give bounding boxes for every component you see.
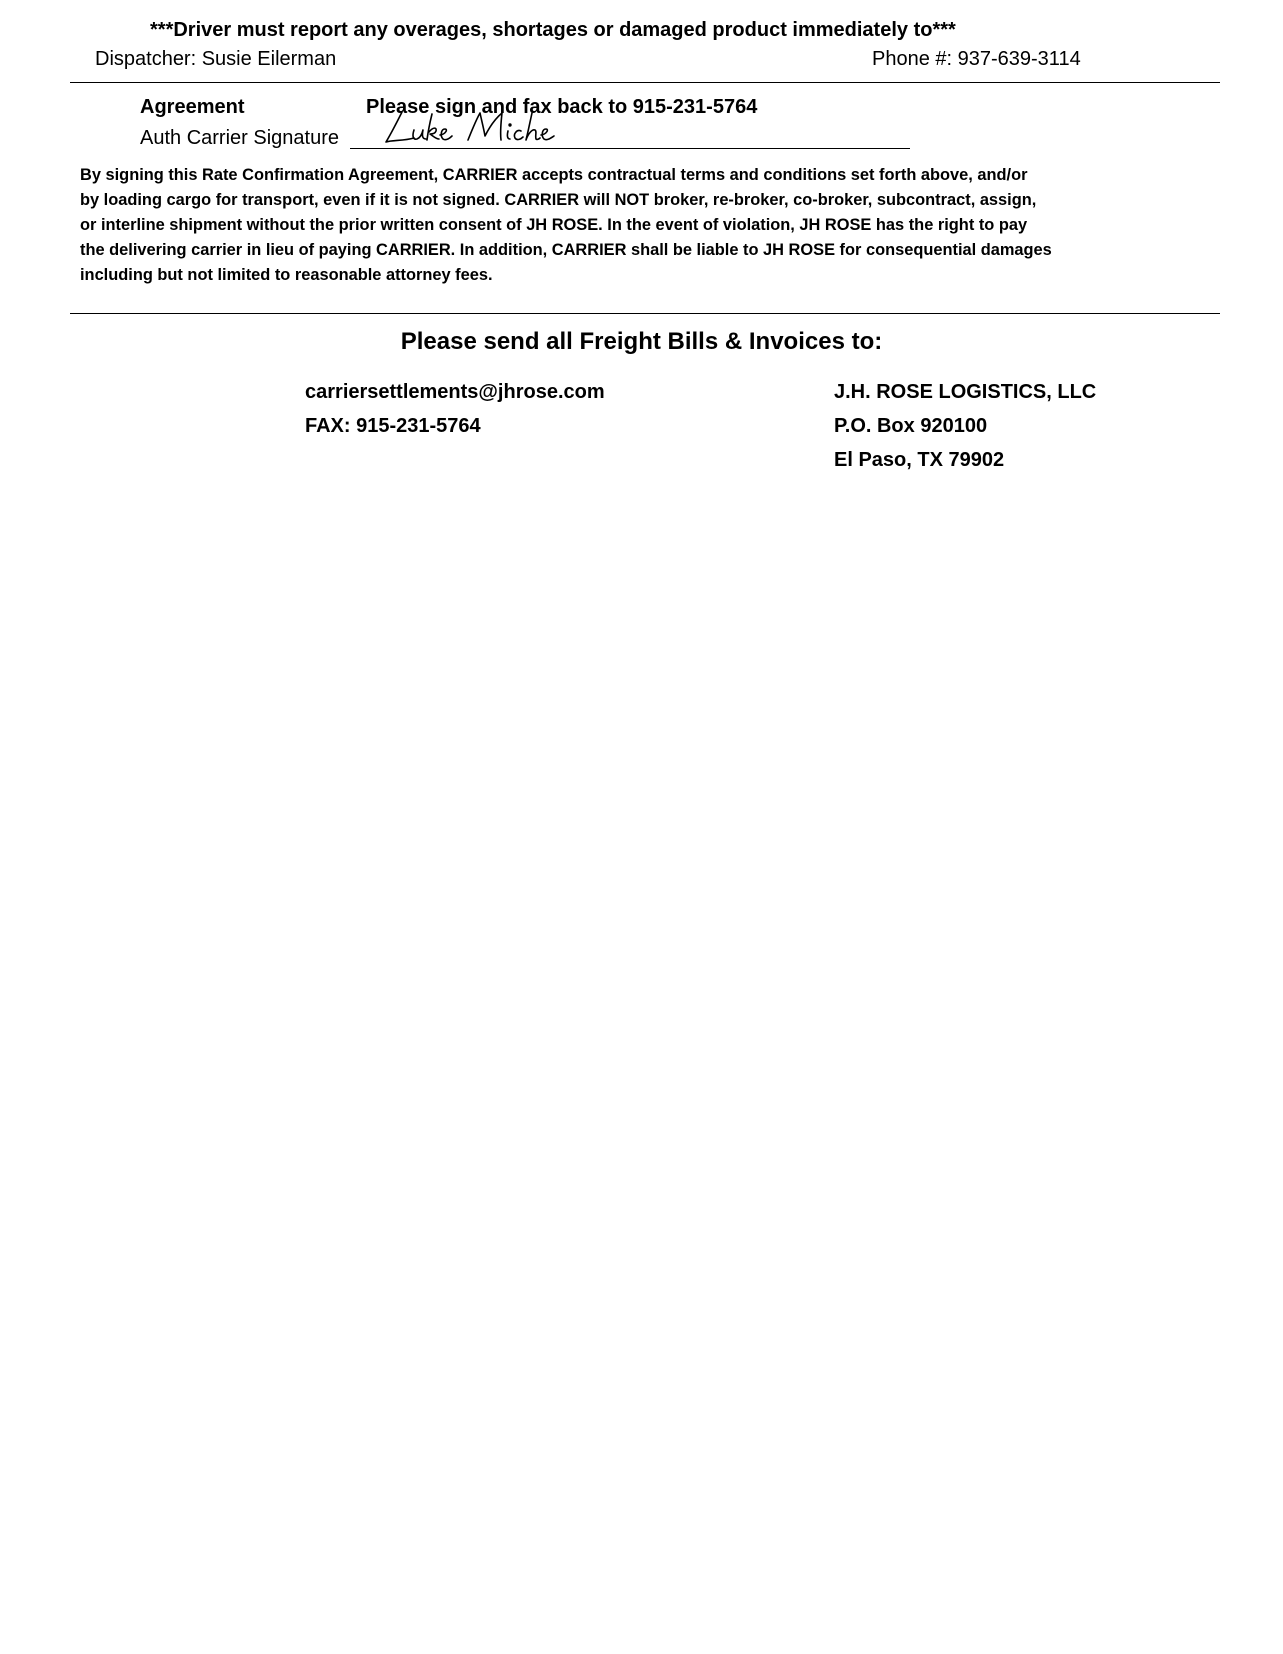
terms-paragraph	[80, 163, 1220, 288]
company-name: J.H. ROSE LOGISTICS, LLC	[834, 381, 1097, 403]
invoice-heading: Please send all Freight Bills & Invoices to:	[400, 328, 883, 355]
terms-line: or interline shipment without the prior written consent of JH ROSE. In the event of violation, JH ROSE has the right to pay	[80, 216, 1028, 234]
terms-line: By signing this Rate Confirmation Agreement, CARRIER accepts contractual terms and conditions set forth above, and/or	[80, 166, 1028, 184]
dispatcher-name: Dispatcher: Susie Eilerman	[95, 48, 337, 70]
terms-line: by loading cargo for transport, even if it is not signed. CARRIER will NOT broker, re-broker, co-broker, subcontract, assign,	[80, 191, 1037, 209]
signature-line	[350, 148, 910, 149]
signature-label: Auth Carrier Signature	[140, 127, 339, 149]
divider-top	[70, 82, 1220, 83]
dispatcher-phone: Phone #: 937-639-3114	[872, 48, 1081, 70]
billing-address	[834, 375, 1096, 477]
handwritten-signature	[380, 108, 590, 148]
po-box: P.O. Box 920100	[834, 415, 988, 437]
billing-email: carriersettlements@jhrose.com	[305, 381, 605, 403]
terms-line: including but not limited to reasonable attorney fees.	[80, 266, 493, 284]
driver-notice: ***Driver must report any overages, shortages or damaged product immediately to***	[150, 19, 956, 41]
city-state-zip: El Paso, TX 79902	[834, 449, 1005, 471]
agreement-label: Agreement	[140, 96, 245, 118]
sign-fax-instruction: Please sign and fax back to 915-231-5764	[366, 96, 758, 118]
terms-line: the delivering carrier in lieu of paying CARRIER. In addition, CARRIER shall be liable to JH ROSE for consequential damages	[80, 241, 1052, 259]
divider-middle	[70, 313, 1220, 314]
billing-contact	[305, 375, 605, 443]
billing-fax: FAX: 915-231-5764	[305, 415, 481, 437]
